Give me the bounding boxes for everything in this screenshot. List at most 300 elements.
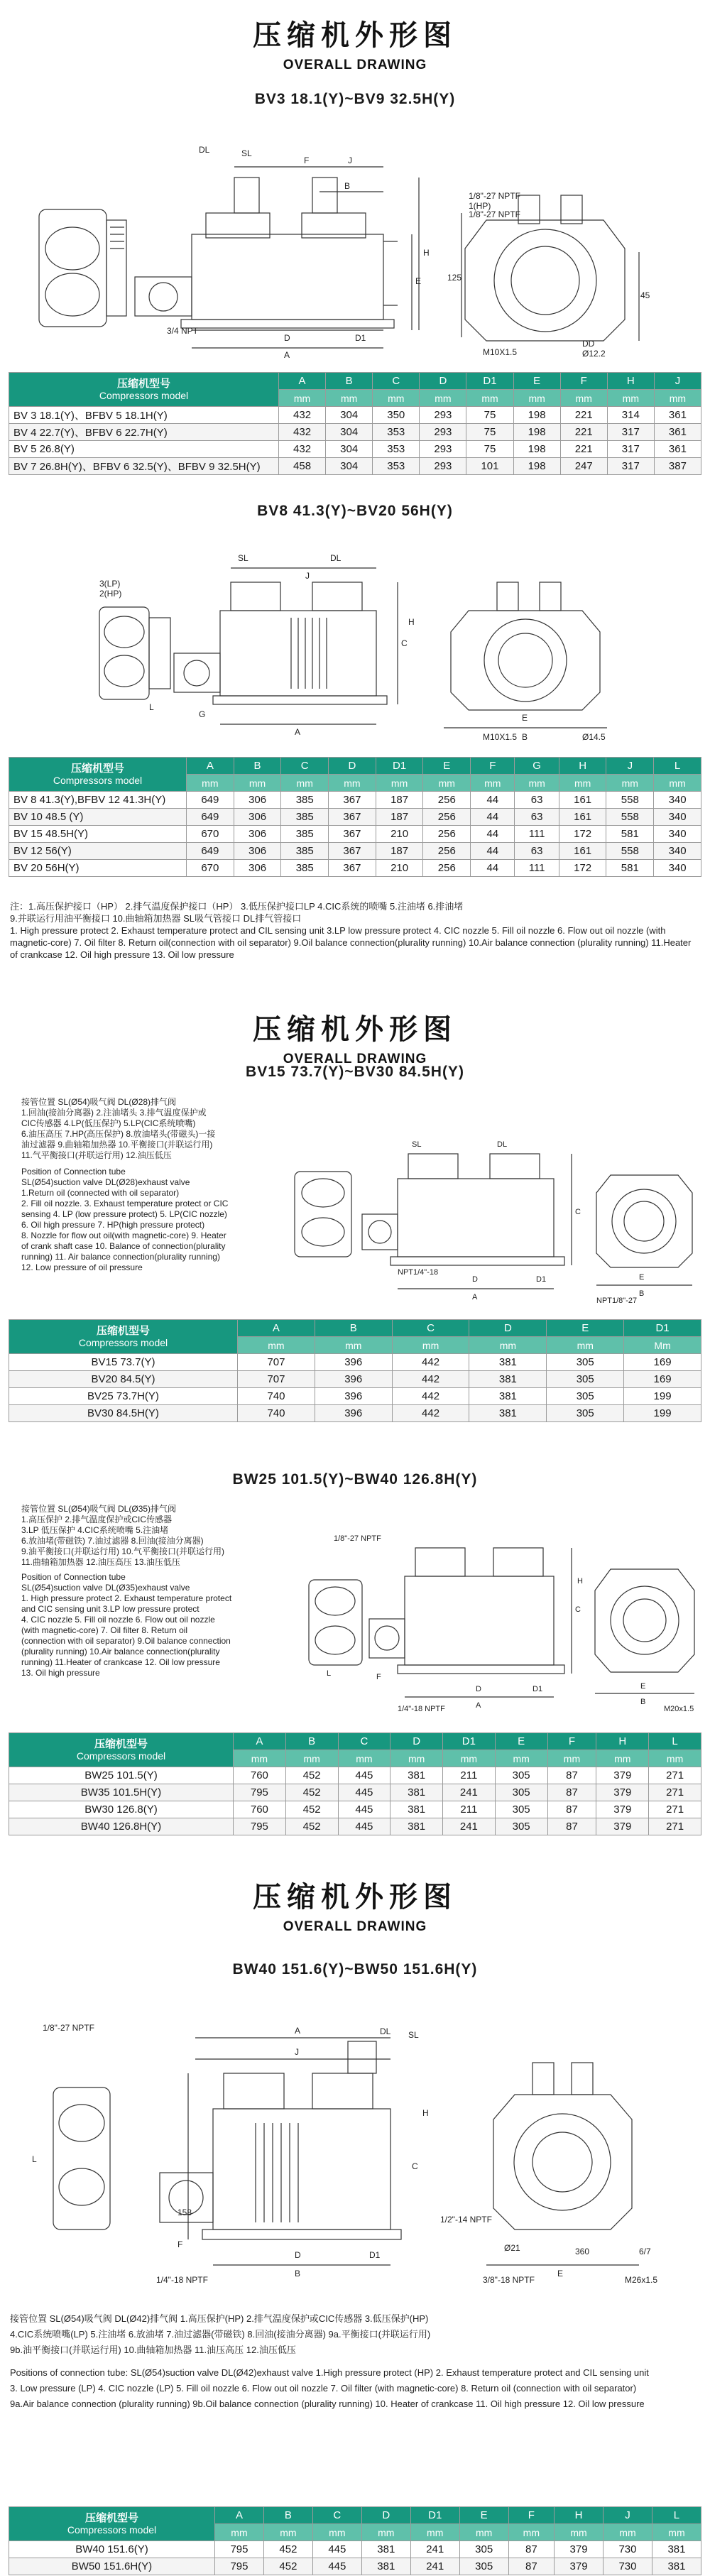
- value-cell: 87: [547, 1801, 596, 1818]
- dim-phi-label: Ø14.5: [582, 732, 606, 742]
- dim-b-label: B: [522, 732, 528, 742]
- model-name-cell: BW25 101.5(Y): [9, 1767, 234, 1784]
- dim-t2-label: 2(HP): [99, 589, 122, 599]
- unit-cell: mm: [376, 775, 423, 792]
- section2-notes-cn2: 9.并联运行用油平衡接口 10.曲轴箱加热器 SL吸气管接口 DL排气管接口: [10, 913, 302, 924]
- section5-en-title: OVERALL DRAWING: [283, 1919, 427, 1934]
- value-cell: 221: [560, 424, 607, 441]
- value-cell: 340: [654, 809, 701, 826]
- dim-dl-label: DL: [199, 145, 210, 155]
- unit-cell: mm: [604, 2524, 652, 2541]
- value-cell: 361: [654, 441, 701, 458]
- value-cell: 379: [596, 1784, 649, 1801]
- dim-m20-label: M20x1.5: [664, 1705, 694, 1713]
- unit-cell: mm: [234, 775, 281, 792]
- model-name-cell: BV15 73.7(Y): [9, 1354, 238, 1371]
- unit-cell: mm: [361, 2524, 410, 2541]
- value-cell: 340: [654, 860, 701, 877]
- col-header: A: [215, 2507, 264, 2524]
- value-cell: 306: [234, 843, 281, 860]
- dim-hp-label: 1/8"-27 NPTF: [469, 209, 520, 219]
- unit-cell: mm: [312, 2524, 361, 2541]
- section5-spec-table: [9, 2506, 701, 2575]
- col-header: H: [596, 1733, 649, 1750]
- position-line: 12. Low pressure of oil pressure: [21, 1262, 143, 1272]
- value-cell: 381: [390, 1767, 443, 1784]
- value-cell: 306: [234, 809, 281, 826]
- position-line: 3.LP 低压保护 4.CIC系统喷嘴 5.注油堵: [21, 1525, 169, 1535]
- dim-b-label: B: [639, 1289, 645, 1298]
- value-cell: 445: [338, 1818, 390, 1835]
- unit-cell: mm: [596, 1750, 649, 1767]
- dim-21-label: Ø21: [504, 2243, 520, 2253]
- value-cell: 432: [279, 407, 326, 424]
- col-header: C: [312, 2507, 361, 2524]
- col-header: D: [420, 373, 466, 390]
- value-cell: 340: [654, 792, 701, 809]
- section1-cn-title: 压缩机外形图: [253, 19, 457, 52]
- dim-e-label: E: [415, 276, 422, 286]
- dim-a-label: A: [476, 1701, 481, 1710]
- value-cell: 221: [560, 407, 607, 424]
- position-line: 9.油平衡接口(并联运行用) 10.气平衡接口(并联运行用): [21, 1546, 225, 1556]
- bv8-compressor-drawing: [85, 540, 667, 746]
- value-cell: 353: [373, 458, 420, 475]
- model-name-cell: BV20 84.5(Y): [9, 1371, 238, 1388]
- unit-cell: mm: [263, 2524, 312, 2541]
- col-header: B: [263, 2507, 312, 2524]
- table-row: [9, 2558, 701, 2575]
- value-cell: 63: [515, 809, 559, 826]
- table-row: [9, 1354, 701, 1371]
- unit-cell: mm: [547, 1337, 624, 1354]
- unit-cell: mm: [469, 1337, 547, 1354]
- value-cell: 306: [234, 860, 281, 877]
- value-cell: 740: [238, 1405, 315, 1422]
- value-cell: 558: [606, 843, 654, 860]
- unit-cell: mm: [547, 1750, 596, 1767]
- section4-subtitle: BW25 101.5(Y)~BW40 126.8H(Y): [232, 1471, 478, 1488]
- unit-cell: mm: [329, 775, 376, 792]
- value-cell: 379: [555, 2558, 604, 2575]
- value-cell: 361: [654, 407, 701, 424]
- position-line: CIC传感器 4.LP(低压保护) 5.LP(CIC系统喷嘴): [21, 1118, 196, 1128]
- value-cell: 161: [559, 792, 606, 809]
- value-cell: 442: [392, 1405, 469, 1422]
- section1-spec-table: [9, 372, 701, 475]
- value-cell: 87: [508, 2541, 554, 2558]
- value-cell: 271: [649, 1818, 701, 1835]
- bv15-compressor-drawing: [291, 1108, 699, 1306]
- section4-positions: [21, 1504, 284, 1679]
- value-cell: 353: [373, 441, 420, 458]
- value-cell: 432: [279, 424, 326, 441]
- dim-npt2-label: NPT1/8"-27: [596, 1297, 638, 1305]
- value-cell: 442: [392, 1388, 469, 1405]
- unit-cell: mm: [420, 390, 466, 407]
- col-header: D: [329, 758, 376, 775]
- table-row: [9, 809, 701, 826]
- value-cell: 293: [420, 424, 466, 441]
- table-row: [9, 1784, 701, 1801]
- col-header: C: [338, 1733, 390, 1750]
- value-cell: 581: [606, 826, 654, 843]
- dim-m105-label: M10X1.5: [483, 732, 518, 742]
- value-cell: 305: [495, 1767, 547, 1784]
- model-column-header: [9, 2507, 215, 2541]
- dim-c-label: C: [575, 1605, 581, 1614]
- value-cell: 210: [376, 860, 423, 877]
- unit-cell: mm: [238, 1337, 315, 1354]
- value-cell: 445: [312, 2541, 361, 2558]
- value-cell: 445: [338, 1767, 390, 1784]
- table-row: [9, 1801, 701, 1818]
- value-cell: 381: [390, 1818, 443, 1835]
- dim-d1-label: D1: [532, 1685, 543, 1693]
- model-name-cell: BV25 73.7H(Y): [9, 1388, 238, 1405]
- unit-cell: mm: [315, 1337, 392, 1354]
- value-cell: 44: [471, 860, 515, 877]
- value-cell: 730: [604, 2558, 652, 2575]
- value-cell: 75: [466, 441, 513, 458]
- dim-rp-label: 1/8"-27 NPTF: [334, 1534, 381, 1543]
- value-cell: 169: [624, 1371, 701, 1388]
- value-cell: 387: [654, 458, 701, 475]
- col-header: H: [607, 373, 654, 390]
- model-name-cell: BV 12 56(Y): [9, 843, 187, 860]
- section5-drawing: [14, 2009, 696, 2286]
- dim-npt4-label: 1/2"-14 NPTF: [440, 2215, 492, 2225]
- value-cell: 305: [547, 1354, 624, 1371]
- table-row: [9, 1388, 701, 1405]
- value-cell: 75: [466, 424, 513, 441]
- col-header: L: [652, 2507, 701, 2524]
- col-header: D1: [443, 1733, 496, 1750]
- value-cell: 210: [376, 826, 423, 843]
- col-header: E: [513, 373, 560, 390]
- value-cell: 445: [338, 1801, 390, 1818]
- value-cell: 381: [469, 1354, 547, 1371]
- model-header-cn: 压缩机型号: [70, 762, 124, 775]
- dim-j-label: J: [348, 155, 352, 165]
- value-cell: 44: [471, 792, 515, 809]
- value-cell: 241: [443, 1784, 496, 1801]
- unit-cell: mm: [410, 2524, 459, 2541]
- position-line: SL(Ø54)suction valve DL(Ø35)exhaust valve: [21, 1583, 190, 1593]
- model-header-cn: 压缩机型号: [84, 2511, 138, 2524]
- value-cell: 44: [471, 843, 515, 860]
- value-cell: 379: [555, 2541, 604, 2558]
- dim-sl-label: SL: [241, 148, 252, 158]
- position-line: 1.高压保护 2.排气温度保护或CIC传感器: [21, 1515, 173, 1524]
- col-header: D: [469, 1320, 547, 1337]
- model-column-header: [9, 1320, 238, 1354]
- dim-c-label: C: [575, 1208, 581, 1216]
- table-row: [9, 407, 701, 424]
- dim-e-label: E: [557, 2269, 564, 2278]
- value-cell: 271: [649, 1767, 701, 1784]
- position-line: 1. High pressure protect 2. Exhaust temperature protect: [21, 1593, 232, 1603]
- dim-e-label: E: [639, 1273, 645, 1282]
- col-header: C: [392, 1320, 469, 1337]
- col-header: D: [390, 1733, 443, 1750]
- value-cell: 187: [376, 843, 423, 860]
- unit-cell: mm: [285, 1750, 338, 1767]
- unit-cell: Mm: [624, 1337, 701, 1354]
- value-cell: 367: [329, 843, 376, 860]
- value-cell: 558: [606, 809, 654, 826]
- dim-h-label: H: [422, 2108, 429, 2118]
- col-header: D: [361, 2507, 410, 2524]
- value-cell: 442: [392, 1354, 469, 1371]
- position-line: running) 11.Heater of crankcase 12. Oil low pressure: [21, 1657, 220, 1667]
- value-cell: 367: [329, 792, 376, 809]
- dim-rp-label: 1/8"-27 NPTF: [469, 191, 520, 201]
- model-header-en: Compressors model: [67, 2523, 157, 2536]
- section2-subtitle: BV8 41.3(Y)~BV20 56H(Y): [257, 503, 453, 519]
- dim-f-label: F: [178, 2239, 183, 2249]
- value-cell: 670: [187, 860, 234, 877]
- section3-positions: [21, 1097, 291, 1273]
- dim-h-label: H: [408, 617, 415, 627]
- value-cell: 670: [187, 826, 234, 843]
- unit-cell: mm: [508, 2524, 554, 2541]
- value-cell: 44: [471, 809, 515, 826]
- dim-45-label: 45: [640, 290, 650, 300]
- dim-a-label: A: [284, 350, 290, 360]
- dim-125-label: 125: [447, 273, 462, 283]
- value-cell: 241: [410, 2558, 459, 2575]
- dim-npt-label: 3/4 NPT: [167, 326, 199, 336]
- col-header: A: [187, 758, 234, 775]
- value-cell: 271: [649, 1784, 701, 1801]
- value-cell: 317: [607, 424, 654, 441]
- model-name-cell: BW30 126.8(Y): [9, 1801, 234, 1818]
- model-column-header: [9, 373, 279, 407]
- position-line: 6.放油堵(带磁铁) 7.油过滤器 8.回油(接油分离器): [21, 1536, 204, 1546]
- value-cell: 314: [607, 407, 654, 424]
- dim-l-label: L: [149, 702, 154, 712]
- value-cell: 581: [606, 860, 654, 877]
- dim-l-label: L: [32, 2154, 37, 2164]
- position-line: 接管位置 SL(Ø54)吸气阀 DL(Ø28)排气阀: [21, 1097, 177, 1107]
- dim-dd-label: DD: [582, 339, 595, 349]
- table-row: [9, 1405, 701, 1422]
- note-line: Positions of connection tube: SL(Ø54)suction valve DL(Ø42)exhaust valve 1.High pressure protect (HP) 2. Exhaust temperature protect and CIL sensing unit: [10, 2367, 649, 2378]
- value-cell: 306: [234, 792, 281, 809]
- table-row: [9, 1767, 701, 1784]
- position-line: 6. Oil high pressure 7. HP(high pressure protect): [21, 1220, 205, 1230]
- model-column-header: [9, 1733, 234, 1767]
- value-cell: 385: [281, 826, 329, 843]
- value-cell: 379: [596, 1767, 649, 1784]
- value-cell: 452: [285, 1818, 338, 1835]
- note-line: 9a.Air balance connection (plurality running) 9b.Oil balance connection (plurality running) 10. Heater of crankcase 11. Oil high pressure 12. Oil low pressure: [10, 2398, 645, 2409]
- unit-cell: mm: [515, 775, 559, 792]
- value-cell: 452: [263, 2558, 312, 2575]
- value-cell: 649: [187, 843, 234, 860]
- dim-m10-label: M10X1.5: [483, 347, 518, 357]
- dim-d-label: D: [284, 333, 290, 343]
- value-cell: 241: [410, 2541, 459, 2558]
- col-header: E: [547, 1320, 624, 1337]
- value-cell: 198: [513, 407, 560, 424]
- col-header: H: [555, 2507, 604, 2524]
- position-line: 8. Nozzle for flow out oil(with magnetic-core) 9. Heater: [21, 1230, 226, 1240]
- unit-cell: mm: [373, 390, 420, 407]
- col-header: D1: [466, 373, 513, 390]
- table-row: [9, 2541, 701, 2558]
- col-header: B: [315, 1320, 392, 1337]
- dim-dl-label: DL: [330, 553, 342, 563]
- col-header: A: [238, 1320, 315, 1337]
- col-header: F: [508, 2507, 554, 2524]
- col-header: E: [423, 758, 471, 775]
- position-line: 13. Oil high pressure: [21, 1668, 100, 1678]
- position-line: and CIC sensing unit 3.LP low pressure protect: [21, 1604, 200, 1614]
- model-name-cell: BV 8 41.3(Y),BFBV 12 41.3H(Y): [9, 792, 187, 809]
- value-cell: 396: [315, 1371, 392, 1388]
- value-cell: 187: [376, 809, 423, 826]
- value-cell: 87: [547, 1784, 596, 1801]
- value-cell: 199: [624, 1388, 701, 1405]
- value-cell: 353: [373, 424, 420, 441]
- model-header-en: Compressors model: [78, 1336, 168, 1348]
- value-cell: 293: [420, 441, 466, 458]
- col-header: H: [559, 758, 606, 775]
- value-cell: 211: [443, 1801, 496, 1818]
- value-cell: 172: [559, 826, 606, 843]
- value-cell: 317: [607, 441, 654, 458]
- value-cell: 432: [279, 441, 326, 458]
- section1-drawing: [28, 128, 689, 362]
- value-cell: 361: [654, 424, 701, 441]
- dim-hp2-label: 1(HP): [469, 201, 491, 211]
- value-cell: 367: [329, 809, 376, 826]
- value-cell: 649: [187, 809, 234, 826]
- value-cell: 381: [361, 2558, 410, 2575]
- position-line: (plurality running) 10.Air balance connection(plurality: [21, 1647, 220, 1657]
- note-line: 9b.油平衡接口(并联运行用) 10.曲轴箱加热器 11.油压高压 12.油压低压: [10, 2345, 296, 2355]
- value-cell: 305: [495, 1784, 547, 1801]
- value-cell: 795: [215, 2541, 264, 2558]
- value-cell: 304: [326, 407, 373, 424]
- col-header: C: [373, 373, 420, 390]
- dim-360-label: 360: [575, 2247, 590, 2256]
- table-row: [9, 458, 701, 475]
- dim-d1-label: D1: [355, 333, 366, 343]
- section1-en-title: OVERALL DRAWING: [283, 58, 427, 72]
- unit-cell: mm: [649, 1750, 701, 1767]
- value-cell: 256: [423, 843, 471, 860]
- value-cell: 452: [285, 1784, 338, 1801]
- section5-cn-title: 压缩机外形图: [253, 1881, 457, 1914]
- position-line: 11.气平衡接口(并联运行用) 12.油压低压: [21, 1150, 172, 1160]
- col-header: J: [654, 373, 701, 390]
- dim-a-label: A: [295, 2026, 301, 2036]
- position-line: SL(Ø54)suction valve DL(Ø28)exhaust valve: [21, 1177, 190, 1187]
- value-cell: 740: [238, 1388, 315, 1405]
- unit-cell: mm: [338, 1750, 390, 1767]
- position-line: 油过滤器 9.曲轴箱加热器 10.平衡接口(并联运行用): [21, 1140, 213, 1150]
- model-column-header: [9, 758, 187, 792]
- section4-spec-table: [9, 1732, 701, 1835]
- value-cell: 63: [515, 843, 559, 860]
- value-cell: 558: [606, 792, 654, 809]
- position-line: 接管位置 SL(Ø54)吸气阀 DL(Ø35)排气阀: [21, 1504, 177, 1514]
- unit-cell: mm: [326, 390, 373, 407]
- section3-subtitle: BV15 73.7(Y)~BV30 84.5H(Y): [246, 1064, 464, 1080]
- section5-notes: [10, 2311, 700, 2412]
- col-header: G: [515, 758, 559, 775]
- unit-cell: mm: [390, 1750, 443, 1767]
- dim-h-label: H: [577, 1577, 583, 1586]
- value-cell: 271: [649, 1801, 701, 1818]
- dim-d1-label: D1: [369, 2250, 381, 2260]
- value-cell: 87: [547, 1818, 596, 1835]
- value-cell: 256: [423, 809, 471, 826]
- model-header-cn: 压缩机型号: [96, 1324, 150, 1337]
- position-line: 1.回油(接油分离器) 2.注油堵头 3.排气温度保护或: [21, 1108, 207, 1118]
- dim-npt1-label: NPT1/4"-18: [398, 1268, 439, 1277]
- unit-cell: mm: [279, 390, 326, 407]
- section5-header: [0, 1874, 710, 1935]
- position-line: sensing 4. LP (low pressure protect) 5. LP(CIC nozzle): [21, 1209, 227, 1219]
- model-name-cell: BW35 101.5H(Y): [9, 1784, 234, 1801]
- note-line: 3. Low pressure (LP) 4. CIC nozzle (LP) 5. Fill oil nozzle 6. Flow out oil nozzle 7. Oil filter (with magnetic-core) 8. Return oil (connection with oil separator): [10, 2383, 637, 2394]
- dim-d-label: D: [476, 1685, 481, 1693]
- section2-notes: [10, 900, 700, 961]
- col-header: D1: [410, 2507, 459, 2524]
- position-line: 6.油压高压 7.HP(高压保护) 8.放油堵头(带磁头)一接: [21, 1129, 216, 1139]
- col-header: D1: [624, 1320, 701, 1337]
- table-row: [9, 843, 701, 860]
- dim-e-label: E: [640, 1682, 646, 1691]
- col-header: A: [279, 373, 326, 390]
- unit-cell: mm: [559, 775, 606, 792]
- col-header: C: [281, 758, 329, 775]
- section2-notes-cn: 注：1.高压保护接口（HP） 2.排气温度保护接口（HP） 3.低压保护接口LP 4.CIC系统的喷嘴 5.注油堵 6.排油堵: [10, 901, 464, 912]
- value-cell: 385: [281, 860, 329, 877]
- value-cell: 707: [238, 1371, 315, 1388]
- col-header: L: [654, 758, 701, 775]
- value-cell: 795: [215, 2558, 264, 2575]
- value-cell: 198: [513, 458, 560, 475]
- section3-spec-table: [9, 1319, 701, 1422]
- position-line: running) 11. Air balance connection(plurality running): [21, 1252, 220, 1262]
- value-cell: 161: [559, 843, 606, 860]
- section5-subtitle: BW40 151.6(Y)~BW50 151.6H(Y): [232, 1961, 478, 1977]
- dim-npt1-label: 1/4"-18 NPTF: [156, 2275, 208, 2285]
- dim-c-label: C: [401, 638, 408, 648]
- value-cell: 367: [329, 826, 376, 843]
- model-header-en: Compressors model: [76, 1750, 166, 1762]
- unit-cell: mm: [495, 1750, 547, 1767]
- value-cell: 379: [596, 1801, 649, 1818]
- model-name-cell: BV 3 18.1(Y)、BFBV 5 18.1H(Y): [9, 407, 279, 424]
- position-line: Position of Connection tube: [21, 1167, 126, 1177]
- value-cell: 385: [281, 843, 329, 860]
- section3-header: [0, 1007, 710, 1067]
- model-header-cn: 压缩机型号: [94, 1737, 148, 1750]
- value-cell: 305: [495, 1801, 547, 1818]
- position-line: 1.Return oil (connected with oil separator): [21, 1188, 180, 1198]
- model-name-cell: BV 10 48.5 (Y): [9, 809, 187, 826]
- position-line: of crank shaft case 10. Balance of connection(plurality: [21, 1241, 226, 1251]
- value-cell: 293: [420, 407, 466, 424]
- value-cell: 381: [361, 2541, 410, 2558]
- value-cell: 63: [515, 792, 559, 809]
